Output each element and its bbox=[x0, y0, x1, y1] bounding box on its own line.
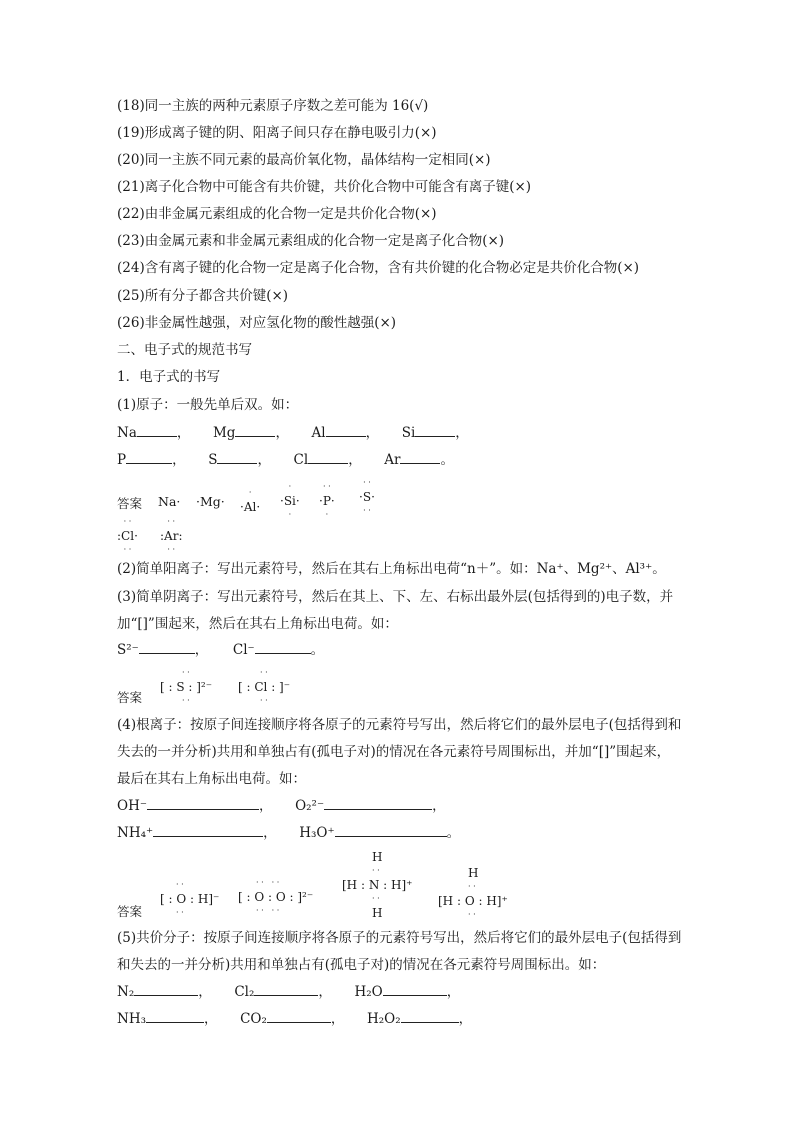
section-title: 二、电子式的规范书写 bbox=[117, 342, 252, 358]
answer-ar: · · :Ar: · · bbox=[160, 517, 183, 554]
blank[interactable] bbox=[308, 451, 348, 464]
answer-label-2: 答案 bbox=[117, 690, 143, 705]
blank[interactable] bbox=[255, 641, 311, 654]
statement-23: (23)由金属元素和非金属元素组成的化合物一定是离子化合物(×) bbox=[117, 233, 505, 249]
radical-o2: O₂²⁻ bbox=[295, 798, 325, 814]
statement-18: (18)同一主族的两种元素原子序数之差可能为 16(√) bbox=[117, 98, 429, 114]
atom-na: Na bbox=[117, 425, 137, 441]
answer-na: Na· bbox=[158, 494, 181, 509]
statement-26: (26)非金属性越强，对应氢化物的酸性越强(×) bbox=[117, 315, 397, 331]
blank[interactable] bbox=[137, 424, 177, 437]
blank[interactable] bbox=[267, 1010, 331, 1023]
answer-si: · ·Si· · bbox=[280, 482, 300, 519]
answer-label: 答案 bbox=[117, 496, 143, 511]
answer-s2: · · [ : S : ]²⁻ · · bbox=[160, 668, 213, 705]
anion-rule: (3)简单阴离子：写出元素符号，然后在其上、下、左、右标出最外层(包括得到的)电子数，并加“[]”围起来，然后在其右上角标出电荷。如： bbox=[117, 589, 674, 632]
covalent-rule: (5)共价分子：按原子间连接顺序将各原子的元素符号写出，然后将它们的最外层电子(包括得到和失去的一并分析)共用和单独占有(孤电子对)的情况在各元素符号周围标出。如： bbox=[117, 930, 682, 973]
mol-co2: CO₂ bbox=[240, 1011, 267, 1027]
radical-blanks-row1: OH⁻ ， O₂²⁻ ， bbox=[117, 798, 446, 814]
atom-s: S bbox=[208, 452, 218, 468]
answer-h3o: H · · [H : O : H]⁺ · · bbox=[438, 866, 508, 919]
subsection-title: 1．电子式的书写 bbox=[117, 369, 221, 385]
blank[interactable] bbox=[147, 797, 259, 810]
blank[interactable] bbox=[126, 451, 172, 464]
covalent-blanks-row2: NH₃ ， CO₂ ， H₂O₂ ， bbox=[117, 1011, 473, 1027]
statement-20: (20)同一主族不同元素的最高价氧化物，晶体结构一定相同(×) bbox=[117, 152, 491, 168]
mol-nh3: NH₃ bbox=[117, 1011, 146, 1027]
blank[interactable] bbox=[217, 451, 257, 464]
atom-mg: Mg bbox=[212, 425, 236, 441]
atom-blanks-row1: Na ， Mg ， Al ， Si ， bbox=[117, 425, 469, 441]
atom-blanks-row2: P ， S ， Cl ， Ar 。 bbox=[117, 452, 454, 468]
blank[interactable] bbox=[235, 424, 275, 437]
anion-blanks: S²⁻ ， Cl⁻ 。 bbox=[117, 642, 325, 658]
radical-oh: OH⁻ bbox=[117, 798, 147, 814]
statement-19: (19)形成离子键的阴、阳离子间只存在静电吸引力(×) bbox=[117, 125, 437, 141]
anion-cl: Cl⁻ bbox=[232, 642, 255, 658]
blank[interactable] bbox=[335, 824, 447, 837]
blank[interactable] bbox=[146, 1010, 204, 1023]
atom-p: P bbox=[117, 452, 127, 468]
answer-al: · ·Al· bbox=[240, 488, 261, 514]
answer-p: · · ·P· · bbox=[319, 482, 335, 519]
blank[interactable] bbox=[400, 451, 440, 464]
mol-cl2: Cl₂ bbox=[234, 984, 255, 1000]
atom-si: Si bbox=[401, 425, 416, 441]
anion-s: S²⁻ bbox=[117, 642, 139, 658]
cation-rule: (2)简单阳离子：写出元素符号，然后在其右上角标出电荷“n＋”。如：Na⁺、Mg²⁺、Al³⁺。 bbox=[117, 561, 666, 577]
answer-cl-minus: · · [ : Cl : ]⁻ · · bbox=[238, 668, 291, 705]
blank[interactable] bbox=[326, 424, 366, 437]
blank[interactable] bbox=[324, 797, 432, 810]
blank[interactable] bbox=[139, 641, 195, 654]
radical-nh4: NH₄⁺ bbox=[117, 825, 154, 841]
blank[interactable] bbox=[415, 424, 455, 437]
radical-blanks-row2: NH₄⁺ ， H₃O⁺ 。 bbox=[117, 825, 461, 841]
statement-21: (21)离子化合物中可能含有共价键，共价化合物中可能含有离子键(×) bbox=[117, 179, 532, 195]
mol-h2o: H₂O bbox=[354, 984, 383, 1000]
radical-h3o: H₃O⁺ bbox=[299, 825, 335, 841]
answer-cl: · · :Cl· · · bbox=[117, 517, 138, 554]
answer-o2: · · · · [ : O : O : ]²⁻ · · · · bbox=[238, 878, 314, 915]
answer-label-3: 答案 bbox=[117, 904, 143, 919]
atom-cl: Cl bbox=[293, 452, 309, 468]
mol-h2o2: H₂O₂ bbox=[367, 1011, 401, 1027]
atom-ar: Ar bbox=[384, 452, 401, 468]
atom-al: Al bbox=[311, 425, 326, 441]
answer-s: · · ·S· · · bbox=[359, 478, 375, 515]
blank[interactable] bbox=[401, 1010, 459, 1023]
atom-heading: (1)原子：一般先单后双。如： bbox=[117, 397, 299, 413]
radical-rule: (4)根离子：按原子间连接顺序将各原子的元素符号写出，然后将它们的最外层电子(包括得到和失去的一并分析)共用和单独占有(孤电子对)的情况在各元素符号周围标出，并加“[]”围起来，最后在其右上角标出电荷。如： bbox=[117, 717, 682, 787]
statement-24: (24)含有离子键的化合物一定是离子化合物，含有共价键的化合物必定是共价化合物(×) bbox=[117, 260, 640, 276]
blank[interactable] bbox=[134, 983, 198, 996]
statement-25: (25)所有分子都含共价键(×) bbox=[117, 288, 289, 304]
answer-mg: ·Mg· bbox=[196, 494, 225, 509]
statement-22: (22)由非金属元素组成的化合物一定是共价化合物(×) bbox=[117, 206, 437, 222]
blank[interactable] bbox=[383, 983, 447, 996]
answer-nh4: H · · [H : N : H]⁺ · · H bbox=[342, 850, 413, 920]
mol-n2: N₂ bbox=[117, 984, 135, 1000]
covalent-blanks-row1: N₂ ， Cl₂ ， H₂O ， bbox=[117, 984, 461, 1000]
blank[interactable] bbox=[254, 983, 318, 996]
blank[interactable] bbox=[153, 824, 263, 837]
answer-oh: · · [ : O : H]⁻ · · bbox=[160, 880, 220, 917]
